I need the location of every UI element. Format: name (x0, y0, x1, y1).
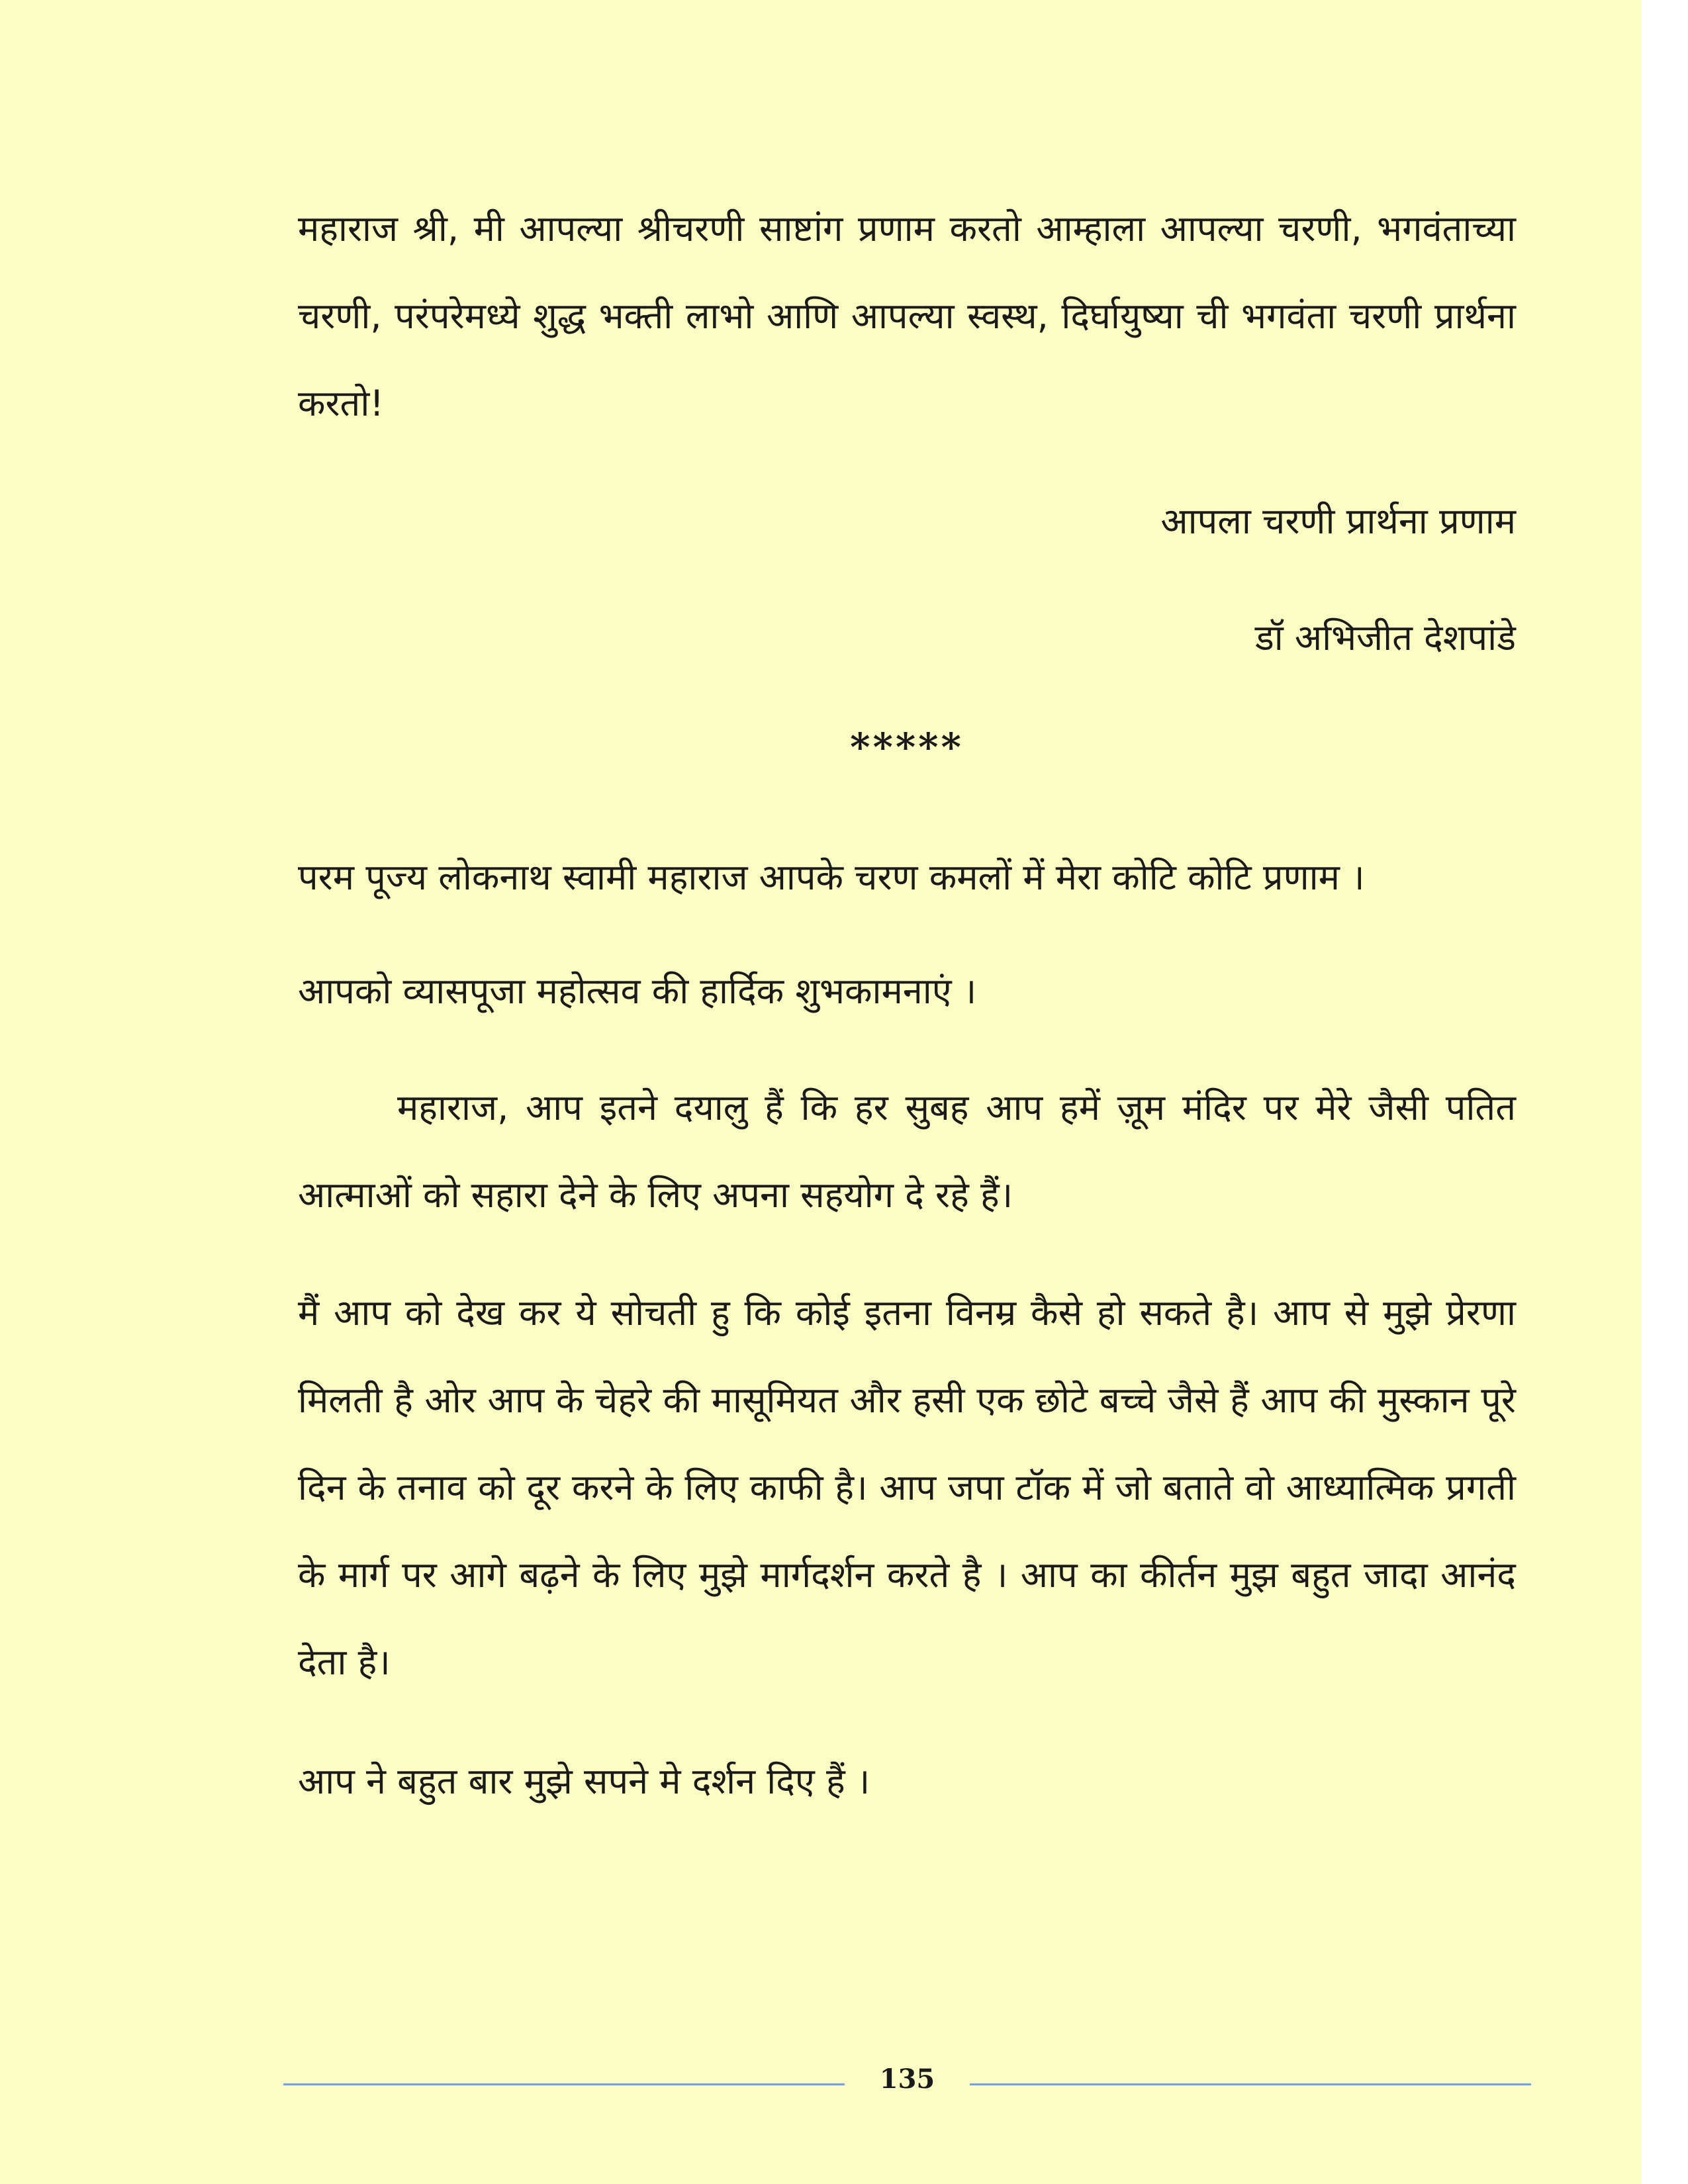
letter2-paragraph-3: आप ने बहुत बार मुझे सपने मे दर्शन दिए हैं । (298, 1760, 870, 1802)
page-edge-margin (1642, 0, 1688, 2184)
page-number: 135 (879, 2064, 935, 2095)
footer-rule-right (970, 2083, 1531, 2085)
letter2-paragraph-2: मैं आप को देख कर ये सोचती हु कि कोई इतना विनम्र कैसे हो सकते है। आप से मुझे प्रेरणा मिलती है ओर आप के चेहरे की मासूमियत और हसी एक छोटे बच्चे जैसे हैं आप की मुस्कान पूरे दिन के तनाव को दूर करने के लिए काफी है। आप जपा टॉक में जो बताते वो आध्यात्मिक प्रगती के मार्ग पर आगे बढ़ने के लिए मुझे मार्गदर्शन करते है । आप का कीर्तन मुझ बहुत जादा आनंद देता है। (298, 1292, 1516, 1683)
letter1-body: महाराज श्री, मी आपल्या श्रीचरणी साष्टांग प्रणाम करतो आम्हाला आपल्या चरणी, भगवंताच्या चरणी, परंपरेमध्ये शुद्ध भक्ती लाभो आणि आपल्या स्वस्थ, दिर्घायुष्या ची भगवंता चरणी प्रार्थना करतो! (298, 208, 1516, 424)
letter1-closing: आपला चरणी प्रार्थना प्रणाम (1160, 500, 1516, 542)
footer-rule-left (283, 2083, 845, 2085)
letter2-greeting: परम पूज्य लोकनाथ स्वामी महाराज आपके चरण कमलों में मेरा कोटि कोटि प्रणाम । (298, 856, 1365, 898)
letter2-wishes: आपको व्यासपूजा महोत्सव की हार्दिक शुभकामनाएं । (298, 970, 977, 1012)
letter2-paragraph-1: महाराज, आप इतने दयालु हैं कि हर सुबह आप हमें ज़ूम मंदिर पर मेरे जैसी पतित आत्माओं को सहारा देने के लिए अपना सहयोग दे रहे हैं। (298, 1087, 1516, 1216)
section-separator: ***** (850, 725, 964, 770)
letter1-signature: डॉ अभिजीत देशपांडे (1254, 617, 1516, 659)
